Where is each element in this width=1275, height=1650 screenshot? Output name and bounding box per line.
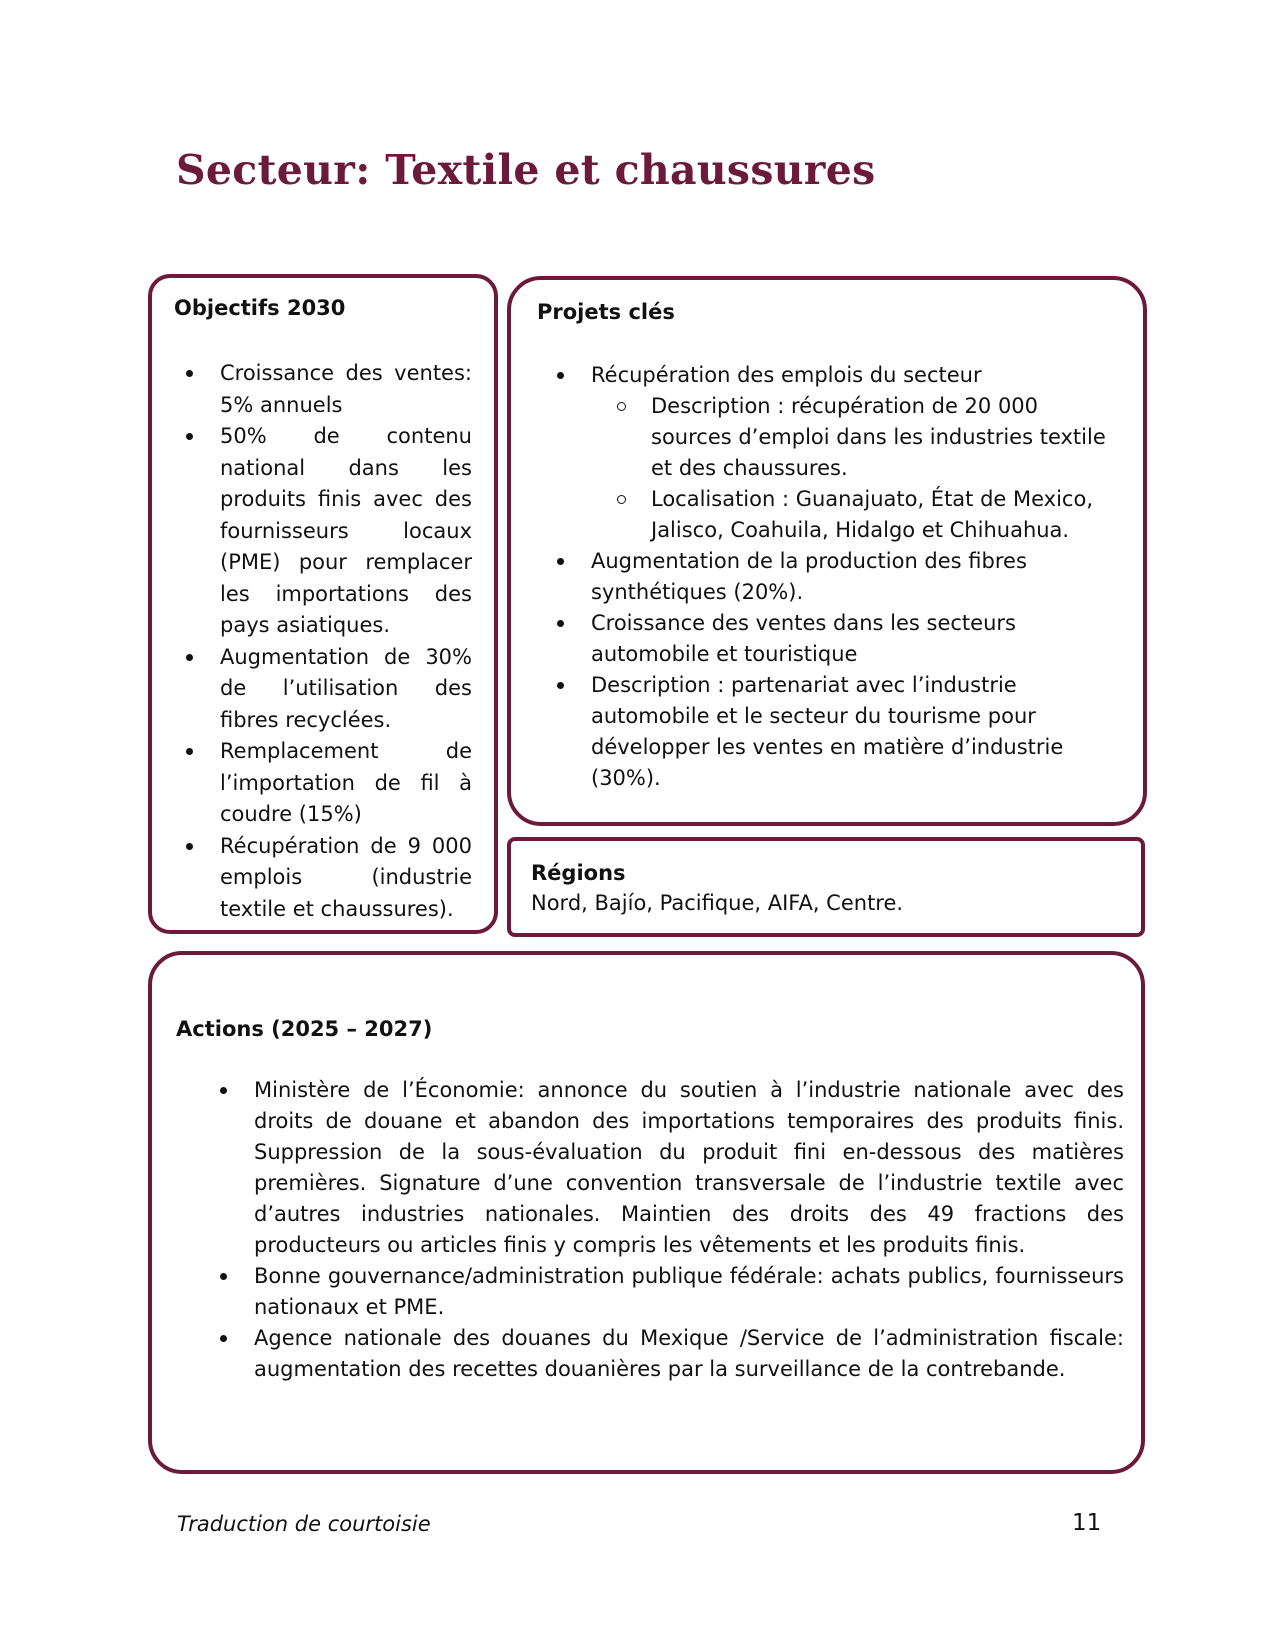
page-number: 11 — [1072, 1510, 1102, 1536]
sub-list-item: Localisation : Guanajuato, État de Mexico, Jalisco, Coahuila, Hidalgo et Chihuahua. — [651, 484, 1121, 546]
actions-box — [148, 951, 1145, 1474]
projets-box — [507, 276, 1147, 826]
list-item: Ministère de l’Économie: annonce du soutien à l’industrie nationale avec des droits de douane et abandon des importations temporaires des produits finis. Suppression de la sous-évaluation du produit fini en-dessous des matières premières. Signature d’une convention transversale de l’industrie textile avec d’autres industries nationales. Maintien des droits des 49 fractions des producteurs ou articles finis y compris les vêtements et les produits finis. — [254, 1075, 1124, 1261]
list-item: 50% de contenu national dans les produits finis avec des fournisseurs locaux (PME) pour remplacer les importations des pays asiatiques. — [220, 421, 472, 642]
list-item: Croissance des ventes dans les secteurs automobile et touristique — [591, 608, 1131, 670]
regions-text: Nord, Bajío, Pacifique, AIFA, Centre. — [531, 891, 904, 915]
regions-heading: Régions — [531, 861, 626, 885]
projets-heading: Projets clés — [537, 300, 675, 324]
projets-sublist — [651, 391, 1121, 546]
projets-list — [591, 360, 1131, 794]
objectifs-heading: Objectifs 2030 — [174, 296, 346, 320]
list-item: Description : partenariat avec l’industrie automobile et le secteur du tourisme pour développer les ventes en matière d’industrie (30%). — [591, 670, 1131, 794]
list-item: Croissance des ventes: 5% annuels — [220, 358, 472, 421]
list-item: Remplacement de l’importation de fil à coudre (15%) — [220, 736, 472, 831]
list-item: Agence nationale des douanes du Mexique /Service de l’administration fiscale: augmentation des recettes douanières par la surveillance de la contrebande. — [254, 1323, 1124, 1385]
list-item: Augmentation de 30% de l’utilisation des fibres recyclées. — [220, 642, 472, 737]
objectifs-box — [148, 274, 498, 934]
list-item: Augmentation de la production des fibres synthétiques (20%). — [591, 546, 1131, 608]
actions-heading: Actions (2025 – 2027) — [176, 1017, 433, 1041]
sub-list-item: Description : récupération de 20 000 sources d’emploi dans les industries textile et des chaussures. — [651, 391, 1121, 484]
objectifs-list — [220, 358, 472, 925]
list-item: Bonne gouvernance/administration publique fédérale: achats publics, fournisseurs nationaux et PME. — [254, 1261, 1124, 1323]
projets-item-text: Récupération des emplois du secteur — [591, 363, 982, 387]
page-title: Secteur: Textile et chaussures — [176, 146, 876, 194]
footer-note: Traduction de courtoisie — [177, 1512, 431, 1536]
regions-box — [507, 837, 1145, 937]
list-item — [591, 360, 1131, 546]
actions-list — [254, 1075, 1124, 1385]
list-item: Récupération de 9 000 emplois (industrie textile et chaussures). — [220, 831, 472, 926]
